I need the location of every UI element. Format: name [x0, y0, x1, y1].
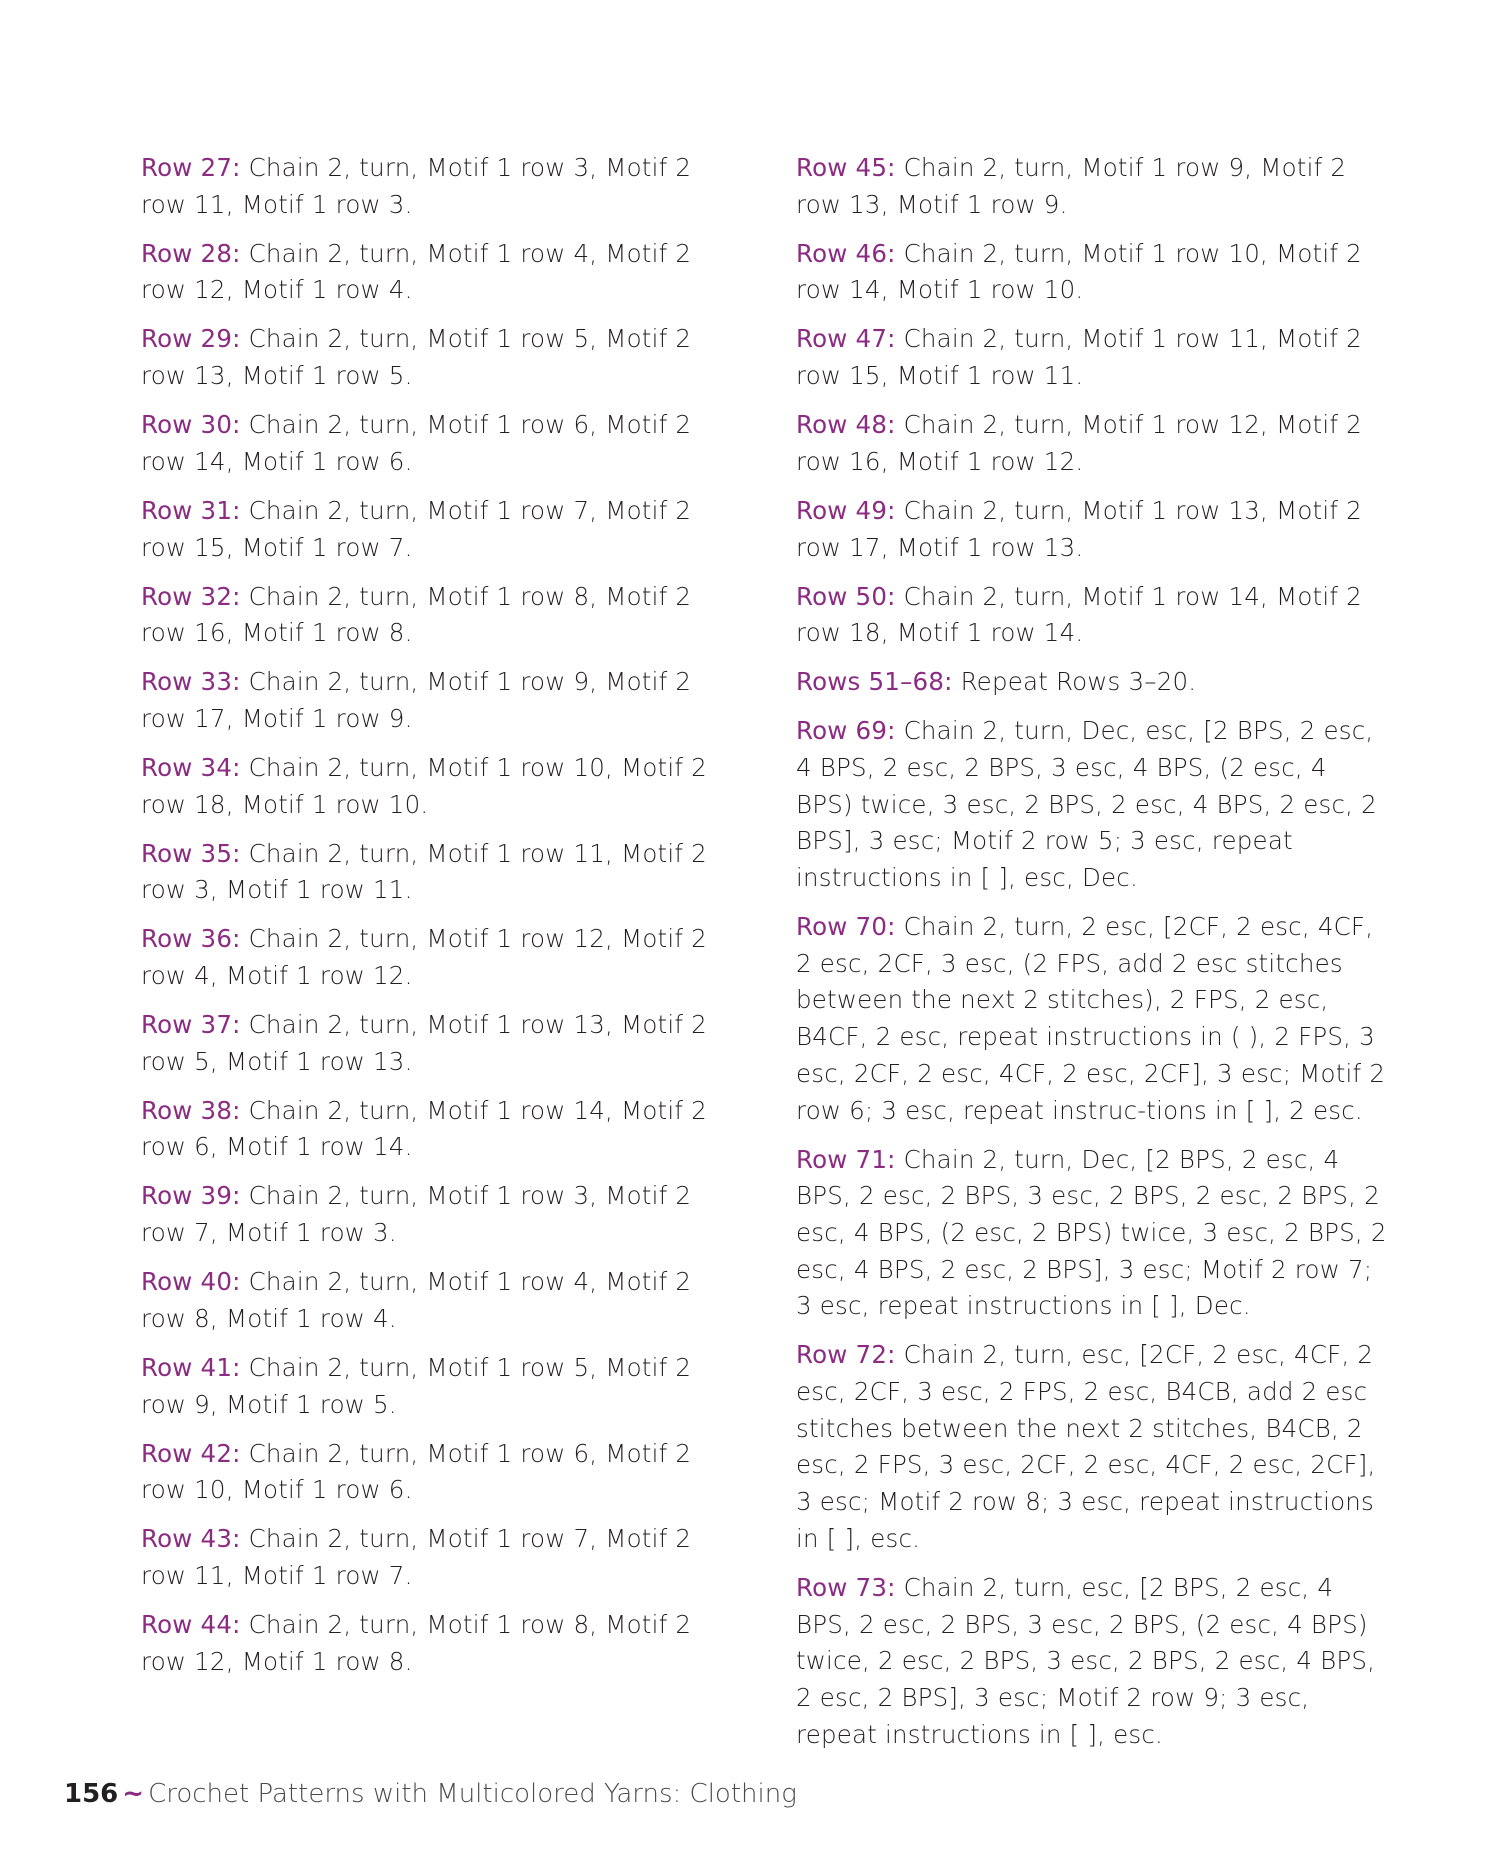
right-column	[796, 150, 1391, 1766]
pattern-row-entry	[796, 909, 1391, 1129]
row-instructions: Chain 2, turn, Dec, esc, [2 BPS, 2 esc, 4 BPS, 2 esc, 2 BPS, 3 esc, 4 BPS, (2 esc, 4 BPS) twice, 3 esc, 2 BPS, 2 esc, 4 BPS, 2 esc, 2 BPS], 3 esc; Motif 2 row 5; 3 esc, repeat instructions in [ ], esc, Dec.	[796, 716, 1377, 893]
pattern-row-entry	[141, 150, 736, 223]
pattern-row-entry	[796, 493, 1391, 566]
pattern-row-entry	[141, 321, 736, 394]
row-label: Row 45:	[796, 153, 896, 182]
row-label: Row 41:	[141, 1352, 241, 1382]
row-label: Row 69:	[796, 716, 896, 746]
row-instructions: Chain 2, turn, Motif 1 row 8, Motif 2 row 12, Motif 1 row 8.	[141, 1609, 692, 1676]
row-label: Row 32:	[141, 581, 241, 611]
row-label: Row 48:	[796, 410, 896, 440]
pattern-row-entry	[796, 1337, 1391, 1557]
row-label: Row 28:	[141, 238, 241, 268]
row-label: Row 73:	[796, 1572, 896, 1602]
row-instructions: Chain 2, turn, Motif 1 row 6, Motif 2 row 10, Motif 1 row 6.	[141, 1438, 692, 1505]
row-label: Row 33:	[141, 667, 241, 697]
row-label: Row 72:	[796, 1340, 896, 1370]
row-instructions: Chain 2, turn, Motif 1 row 3, Motif 2 row 7, Motif 1 row 3.	[141, 1181, 692, 1248]
row-label: Row 31:	[141, 495, 241, 525]
pattern-row-entry	[796, 664, 1391, 701]
row-label: Row 30:	[141, 410, 241, 440]
row-instructions: Chain 2, turn, Motif 1 row 10, Motif 2 row 18, Motif 1 row 10.	[141, 752, 707, 819]
row-label: Row 27:	[141, 153, 241, 182]
row-label: Row 43:	[141, 1524, 241, 1554]
pattern-row-entry	[141, 236, 736, 309]
row-instructions: Chain 2, turn, Motif 1 row 13, Motif 2 row 5, Motif 1 row 13.	[141, 1010, 707, 1076]
page-number: 156	[64, 1779, 119, 1809]
row-instructions: Chain 2, turn, Motif 1 row 9, Motif 2 row 17, Motif 1 row 9.	[141, 667, 692, 733]
pattern-row-entry	[141, 921, 736, 994]
pattern-row-entry	[141, 1521, 736, 1594]
pattern-row-entry	[796, 236, 1391, 309]
row-label: Row 36:	[141, 924, 241, 954]
row-instructions: Chain 2, turn, Motif 1 row 12, Motif 2 row 4, Motif 1 row 12.	[141, 924, 707, 991]
pattern-row-entry	[141, 664, 736, 737]
pattern-row-entry	[796, 407, 1391, 480]
footer-separator: ~	[122, 1779, 145, 1809]
row-instructions: Chain 2, turn, Motif 1 row 12, Motif 2 row 16, Motif 1 row 12.	[796, 410, 1362, 476]
pattern-row-entry	[796, 713, 1391, 897]
row-label: Rows 51–68:	[796, 667, 953, 697]
pattern-row-entry	[141, 407, 736, 480]
page-footer	[64, 1776, 797, 1812]
row-instructions: Chain 2, turn, Motif 1 row 7, Motif 2 row 15, Motif 1 row 7.	[141, 495, 692, 562]
row-label: Row 49:	[796, 495, 896, 525]
row-instructions: Chain 2, turn, Motif 1 row 6, Motif 2 row 14, Motif 1 row 6.	[141, 410, 692, 476]
row-label: Row 38:	[141, 1095, 241, 1125]
row-label: Row 37:	[141, 1010, 241, 1040]
row-label: Row 71:	[796, 1144, 896, 1174]
row-instructions: Chain 2, turn, Motif 1 row 8, Motif 2 row 16, Motif 1 row 8.	[141, 581, 692, 648]
pattern-row-entry	[141, 750, 736, 823]
pattern-row-entry	[141, 1436, 736, 1509]
left-column	[141, 150, 736, 1693]
row-instructions: Chain 2, turn, Dec, [2 BPS, 2 esc, 4 BPS, 2 esc, 2 BPS, 3 esc, 2 BPS, 2 esc, 2 BPS, 2 esc, 4 BPS, (2 esc, 2 BPS) twice, 3 esc, 2 BPS, 2 esc, 4 BPS, 2 esc, 2 BPS], 3 esc; Motif 2 row 7; 3 esc, repeat instructions in [ ], Dec.	[796, 1144, 1387, 1321]
row-label: Row 35:	[141, 838, 241, 868]
pattern-row-entry	[141, 1350, 736, 1423]
row-instructions: Chain 2, turn, Motif 1 row 14, Motif 2 row 6, Motif 1 row 14.	[141, 1095, 707, 1162]
pattern-row-entry	[141, 1178, 736, 1251]
pattern-row-entry	[796, 321, 1391, 394]
pattern-row-entry	[141, 579, 736, 652]
row-label: Row 40:	[141, 1267, 241, 1297]
pattern-row-entry	[141, 493, 736, 566]
pattern-row-entry	[796, 1570, 1391, 1754]
row-instructions: Chain 2, turn, Motif 1 row 5, Motif 2 row 9, Motif 1 row 5.	[141, 1352, 692, 1419]
pattern-row-entry	[796, 579, 1391, 652]
row-instructions: Chain 2, turn, Motif 1 row 9, Motif 2 row 13, Motif 1 row 9.	[796, 153, 1347, 219]
row-instructions: Chain 2, turn, Motif 1 row 13, Motif 2 row 17, Motif 1 row 13.	[796, 495, 1362, 562]
row-instructions: Repeat Rows 3–20.	[960, 667, 1197, 697]
row-instructions: Chain 2, turn, Motif 1 row 5, Motif 2 row 13, Motif 1 row 5.	[141, 324, 692, 391]
pattern-row-entry	[141, 1607, 736, 1680]
row-label: Row 46:	[796, 238, 896, 268]
row-label: Row 70:	[796, 912, 896, 942]
row-label: Row 47:	[796, 324, 896, 354]
pattern-row-entry	[796, 1142, 1391, 1326]
pattern-row-entry	[141, 1264, 736, 1337]
row-instructions: Chain 2, turn, Motif 1 row 4, Motif 2 row 12, Motif 1 row 4.	[141, 238, 692, 305]
row-instructions: Chain 2, turn, esc, [2 BPS, 2 esc, 4 BPS, 2 esc, 2 BPS, 3 esc, 2 BPS, (2 esc, 4 BPS) twice, 2 esc, 2 BPS, 3 esc, 2 BPS, 2 esc, 4 BPS, 2 esc, 2 BPS], 3 esc; Motif 2 row 9; 3 esc, repeat instructions in [ ], esc.	[796, 1572, 1376, 1749]
pattern-row-entry	[141, 836, 736, 909]
row-instructions: Chain 2, turn, Motif 1 row 11, Motif 2 row 15, Motif 1 row 11.	[796, 324, 1362, 391]
row-label: Row 29:	[141, 324, 241, 354]
row-label: Row 34:	[141, 752, 241, 782]
row-label: Row 50:	[796, 581, 896, 611]
row-instructions: Chain 2, turn, esc, [2CF, 2 esc, 4CF, 2 esc, 2CF, 3 esc, 2 FPS, 2 esc, B4CB, add 2 esc stitches between the next 2 stitches, B4CB, 2 esc, 2 FPS, 3 esc, 2CF, 2 esc, 4CF, 2 esc, 2CF], 3 esc; Motif 2 row 8; 3 esc, repeat instructions in [ ], esc.	[796, 1340, 1376, 1553]
pattern-row-entry	[796, 150, 1391, 223]
row-instructions: Chain 2, turn, Motif 1 row 7, Motif 2 row 11, Motif 1 row 7.	[141, 1524, 692, 1590]
row-instructions: Chain 2, turn, 2 esc, [2CF, 2 esc, 4CF, 2 esc, 2CF, 3 esc, (2 FPS, add 2 esc stitches between the next 2 stitches), 2 FPS, 2 esc, B4CF, 2 esc, repeat instructions in ( ), 2 FPS, 3 esc, 2CF, 2 esc, 4CF, 2 esc, 2CF], 3 esc; Motif 2 row 6; 3 esc, repeat instruc-tions in [ ], 2 esc.	[796, 912, 1386, 1125]
row-instructions: Chain 2, turn, Motif 1 row 11, Motif 2 row 3, Motif 1 row 11.	[141, 838, 707, 905]
row-instructions: Chain 2, turn, Motif 1 row 14, Motif 2 row 18, Motif 1 row 14.	[796, 581, 1362, 648]
row-label: Row 42:	[141, 1438, 241, 1468]
running-title: Crochet Patterns with Multicolored Yarns: Clothing	[148, 1779, 797, 1809]
row-instructions: Chain 2, turn, Motif 1 row 3, Motif 2 row 11, Motif 1 row 3.	[141, 153, 692, 219]
row-label: Row 39:	[141, 1181, 241, 1211]
row-instructions: Chain 2, turn, Motif 1 row 4, Motif 2 row 8, Motif 1 row 4.	[141, 1267, 692, 1333]
pattern-row-entry	[141, 1007, 736, 1080]
pattern-row-entry	[141, 1093, 736, 1166]
row-label: Row 44:	[141, 1609, 241, 1639]
row-instructions: Chain 2, turn, Motif 1 row 10, Motif 2 row 14, Motif 1 row 10.	[796, 238, 1362, 305]
